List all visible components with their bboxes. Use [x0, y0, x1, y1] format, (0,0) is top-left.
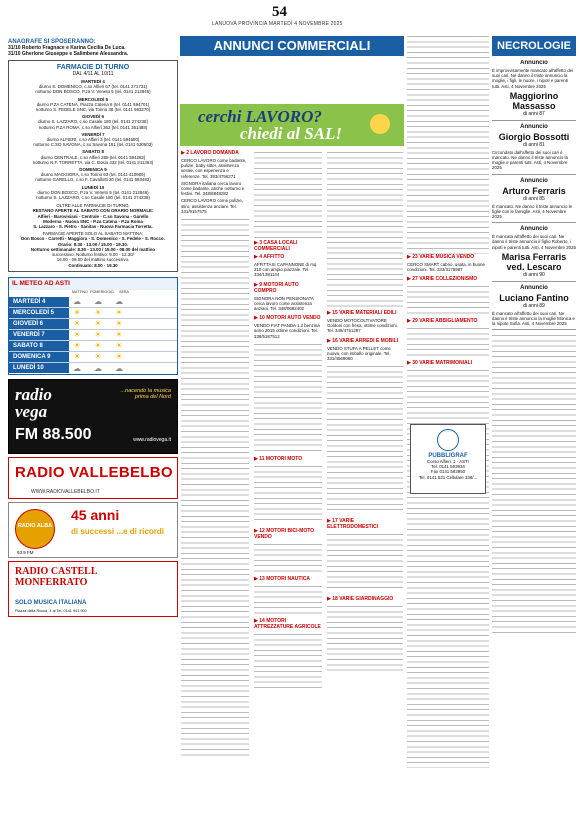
category-heading: ▶ 12 MOTORI BICI-MOTO VENDO [254, 527, 315, 540]
obituary-text: Circondato dall'affetto dei suoi cari è mancato. Ne danno il triste annuncio la moglie e parenti tutti. Asti, 4 Novembre 2025 [492, 149, 568, 171]
necrologie-column [492, 60, 576, 820]
ad-text-block [254, 584, 322, 614]
obituary-text: È mancato all'affetto dei suoi cari. Ne danno il triste annuncio la moglie Monica e la nipote Sofia. Asti, 4 Novembre 2025 [492, 310, 575, 327]
vallebelbo-logo: RADIO VALLEBELBO [15, 463, 173, 481]
category-heading: ▶ 30 VARIE MATRIMONIALI [407, 360, 473, 367]
obituary-age: di anni 90 [523, 271, 545, 278]
pharmacy-day-title: LUNEDÌ 10 [81, 184, 105, 190]
category-heading: ▶ 14 MOTORI ATTREZZATURE AGRICOLE [254, 617, 321, 630]
ad-text: CERCO LAVORO come pulizie, stiro, assistenza anziani. Tel. 331/9157575 [181, 198, 243, 214]
pharmacy-day [12, 97, 174, 113]
weather-row [9, 341, 177, 352]
footer-line: Notturno settimanale: 8.30 - 13.00 / 15.00 - 08.00 del mattino [30, 246, 156, 252]
radio-alba-circle [15, 509, 55, 549]
category-num: 14 [259, 617, 265, 624]
sun-icon: ☀ [73, 352, 81, 362]
obituary-text: È mancata all'affetto dei suoi cari. Ne danno il triste annuncio il figlio Roberto, i nipoti e parenti tutti. Asti, 4 Novembre 2025 [492, 234, 576, 250]
col-morning: MATTINO [72, 289, 88, 294]
pharmacy-line: notturno GARELLO, c.so F. Cavallotti 20 (tel. 0141 593483) [35, 177, 151, 183]
category-heading: ▶ 10 MOTORI AUTO VENDO [254, 315, 321, 322]
category-heading: ▶ 27 VARIE COLLEZIONISMO [407, 276, 478, 283]
obituary-label: Annuncio [520, 226, 548, 233]
footer-line: Continuato: 8.00 - 19.30 [68, 262, 118, 268]
category-heading: ▶ 2 LAVORO DOMANDA [181, 150, 239, 156]
sun-icon: ☀ [94, 319, 102, 329]
obituary-name: Arturo Ferraris [502, 185, 566, 196]
pharmacy-day-title: MERCOLEDÌ 5 [77, 96, 108, 102]
cloud-icon: ☁ [94, 363, 102, 373]
sun-icon: ☀ [115, 319, 123, 329]
page-header [0, 0, 580, 40]
category-title: VARIE MUSICA VENDO [419, 254, 475, 260]
category-heading: ▶ 9 MOTORI AUTO COMPRO [254, 281, 299, 294]
sponsor-line-2: 31/10 Gherlone Giuseppe e Salimbene Alessandra. [8, 51, 129, 57]
ad-text-block [407, 34, 489, 254]
weather-day: MERCOLEDÌ 5 [9, 308, 69, 318]
weather-cols [9, 290, 177, 297]
cerchi-line-2: chiedi al SAL! [240, 124, 343, 143]
obituary-name: Luciano Fantino [499, 292, 569, 303]
pubbligraf-box [410, 424, 486, 494]
pubbligraf-title: PUBBLIGRAF [428, 453, 468, 459]
sun-icon: ☀ [115, 308, 123, 318]
footer-line: Moderna - Nuova SNC - P.za Catena - P.za Roma [43, 218, 143, 224]
category-num: 29 [412, 318, 418, 325]
pharmacy-day [12, 167, 174, 183]
category-num: 18 [332, 596, 338, 603]
radio-alba-freq: 93.9 FM [17, 549, 34, 555]
ad-text-block [254, 632, 322, 692]
pubbligraf-line: Tel. 0141 531 Cellulare 338/... [418, 474, 478, 480]
radio-vega-logo: radio vega [15, 384, 52, 421]
ad-text-block [327, 150, 403, 310]
pharmacy-day [12, 114, 174, 130]
category-heading: ▶ 11 MOTORI MOTO [254, 455, 303, 462]
monferrato-tagline: SOLO MUSICA ITALIANA [15, 599, 87, 606]
pharmacy-line: notturno DON BOSCO, P.za V. Veneto 5 (tel. 0141 212846) [35, 89, 151, 95]
cloud-icon: ☁ [115, 363, 123, 373]
sun-icon: ☀ [73, 319, 81, 329]
category-heading: ▶ 4 AFFITTO [254, 254, 285, 260]
category-num: 4 [259, 254, 263, 260]
ad-text-block [327, 364, 403, 514]
monferrato-logo: RADIO CASTELL MONFERRATO [15, 565, 97, 588]
necrologie-banner: NECROLOGIE [492, 36, 576, 56]
pharmacy-box [8, 60, 178, 272]
cloud-icon: ☁ [115, 297, 123, 307]
pharmacy-day [12, 185, 174, 201]
weather-box [8, 277, 178, 375]
cerchi-lavoro-ad[interactable] [180, 104, 404, 146]
radio-vallebelbo-ad[interactable] [8, 457, 178, 499]
pharmacy-line: notturno C.SO SAVONA, c.so Savona 161 (tel. 0141 530603) [33, 142, 153, 148]
col-afternoon: POMERIGGIO [90, 289, 114, 294]
ad-text-block [254, 150, 322, 240]
obituary-label: Annuncio [520, 177, 548, 184]
category-num: 15 [332, 310, 338, 316]
category-title: VARIE ABBIGLIAMENTO [419, 318, 478, 325]
radio-alba-slogan: di successi ...e di ricordi [71, 526, 164, 536]
weather-day: VENERDÌ 7 [9, 330, 69, 340]
pharmacy-day [12, 132, 174, 148]
obituary-notice [492, 124, 576, 175]
obituary-name: Giorgio Bossotti [498, 131, 570, 142]
footer-line: RESTANO APERTE AL SABATO CON ORARIO NORMALE: [32, 208, 154, 214]
category-num: 10 [259, 315, 265, 322]
ad-text: CERCO LAVORO come badante, pulizie, baby sitter, assistenza serale, con esperienza e referenze. Tel. 393/4756271 [181, 158, 247, 179]
page-subtitle: LANUOVA PROVINCIA MARTEDÌ 4 NOVEMBRE 2025 [212, 21, 343, 27]
ad-text-block [181, 217, 249, 757]
ad-text: AFFITTASI CAPANNONE di mq 210 con ampio piazzale. Tel. 334/1381144 [254, 262, 317, 278]
pharmacy-day-title: MARTEDÌ 4 [81, 79, 105, 84]
pharmacy-day [12, 79, 174, 95]
obituary-notice [492, 226, 576, 282]
footer-line: Don Bosco - Carretti - Maggiora - S. Domenico - S. Fedele - S. Rocco. [21, 236, 165, 242]
sun-icon: ☀ [94, 352, 102, 362]
cloud-icon: ☁ [73, 363, 81, 373]
category-num: 17 [332, 518, 338, 525]
category-title: MOTORI BICI-MOTO VENDO [254, 527, 315, 540]
footer-line: S. Lazzaro - S. Pietro - Sanitas - Nuova Farmacia Torretta. [33, 224, 153, 230]
category-title: VARIE ELETTRODOMESTICI [327, 518, 379, 531]
weather-day: MARTEDÌ 4 [9, 297, 69, 307]
sun-icon: ☀ [94, 330, 102, 340]
ad-column-2 [254, 150, 322, 820]
ad-text: CERCO SMART cabrio, usata, in buone condizioni. Tel. 333/3176987 [407, 262, 485, 273]
weather-header [9, 278, 177, 290]
obituary-text: È mancato. Ne danno il triste annuncio le figlie con le famiglie. Asti, 4 Novembre 2025 [492, 203, 573, 220]
radio-alba-name: RADIO ALBA [17, 522, 53, 529]
footer-line: FARMACIE APERTE SOLO AL SABATO MATTINA: [42, 231, 144, 237]
obituary-text-block [492, 333, 576, 633]
category-num: 23 [412, 254, 418, 260]
weather-day: GIOVEDÌ 6 [9, 319, 69, 329]
sun-icon: ☀ [115, 341, 123, 351]
cloud-icon: ☁ [94, 297, 102, 307]
radio-vega-site: www.radiovega.it [133, 436, 171, 443]
annunci-banner: ANNUNCI COMMERCIALI [180, 36, 404, 56]
weather-row [9, 352, 177, 363]
pharmacy-line: notturno P.ZA ROMA, c.so Alfieri 362 (tel. 0141 351488) [38, 124, 148, 130]
pharmacy-day-title: DOMENICA 9 [79, 167, 107, 173]
weather-row [9, 308, 177, 319]
category-heading: ▶ 16 VARIE ARREDI E MOBILI [327, 337, 399, 344]
ad-text: SIGNORA italiana cerca lavoro come badante, anche notturno e festivi. Tel. 348/8848282 [181, 180, 245, 197]
obituary-name: Maggiorino Massasso [509, 90, 559, 111]
weather-row [9, 363, 177, 374]
ad-text-block [254, 542, 322, 572]
sun-icon: ☀ [115, 352, 123, 362]
weather-row [9, 330, 177, 341]
pharmacy-line: notturno S. LAZZARO, c.so Casale 180 (tel. 0141 274238) [36, 195, 150, 201]
sun-icon: ☀ [73, 341, 81, 351]
category-heading: ▶ 17 VARIE ELETTRODOMESTICI [327, 518, 379, 531]
category-num: 9 [259, 281, 263, 288]
sponsor-title: ANAGRAFE SI SPOSERANNO: [8, 39, 96, 45]
obituary-label: Annuncio [520, 60, 548, 66]
sun-icon: ☀ [115, 330, 123, 340]
category-num: 27 [412, 276, 418, 283]
pharmacy-footer [12, 203, 174, 267]
obituary-notice [492, 60, 576, 121]
footer-line: successivo. Notturno festivo: 9.00 - 12.30/ [52, 252, 134, 258]
sun-icon: ☀ [73, 308, 81, 318]
pharmacy-line: diurno P.ZA CATENA, Piazza Catena 8 (tel. 0141 594701) [36, 101, 150, 107]
cerchi-line-1: cerchi LAVORO? [198, 107, 322, 126]
pharmacy-line: diurno CENTRALE, c.so Alfieri 269 (tel. 0141 594282) [40, 154, 146, 160]
obituary-name: Marisa Ferraris ved. Lescaro [501, 251, 567, 272]
pharmacy-day-title: GIOVEDÌ 6 [82, 114, 104, 120]
pubbligraf-line: Fax 0141 593950 [430, 469, 466, 475]
category-heading: ▶ 18 VARIE GIARDINAGGIO [327, 596, 394, 603]
pubbligraf-line: Corso Alfieri, 1 - ASTI [427, 459, 469, 464]
category-num: 2 [186, 150, 190, 156]
pharmacy-line: diurno S. DOMENICO, c.so Alfieri 67 (tel. 0141 271731) [38, 84, 148, 90]
pharmacy-day-title: VENERDÌ 7 [81, 131, 105, 137]
category-title: VARIE ARREDI E MOBILI [339, 337, 399, 344]
category-title: MOTORI NAUTICA [266, 575, 310, 582]
category-num: 3 [259, 240, 263, 246]
pharmacy-title: FARMACIE DI TURNO [56, 64, 130, 71]
obituary-age: di anni 85 [523, 195, 545, 202]
radio-vega-freq: FM 88.500 [15, 425, 92, 443]
category-title: MOTORI ATTREZZATURE AGRICOLE [254, 617, 321, 630]
footer-line: OLTRE ALLE FARMACIE DI TURNO, [56, 203, 130, 209]
category-title: VARIE GIARDINAGGIO [339, 596, 394, 603]
obituary-age: di anni 89 [523, 302, 545, 309]
category-title: LAVORO DOMANDA [190, 150, 239, 156]
ad-text-block [327, 604, 403, 674]
ad-text-block [407, 284, 489, 314]
category-title: AFFITTO [263, 254, 285, 260]
sun-icon: ☀ [73, 330, 81, 340]
category-title: VARIE MATRIMONIALI [419, 360, 473, 367]
sun-icon: ☀ [94, 308, 102, 318]
weather-day: DOMENICA 9 [9, 352, 69, 362]
footer-line: Orario: 8.30 - 13.00 / 15.00 - 19.30. [57, 241, 129, 247]
vallebelbo-site: WWW.RADIOVALLEBELBO.IT [31, 488, 100, 495]
category-num: 16 [332, 337, 338, 344]
obituary-label: Annuncio [520, 123, 548, 130]
pharmacy-line: diurno S. LAZZARO, c.so Casale 180 (tel. 0141 274238) [38, 119, 148, 125]
radio-vega-slogan: ...nacendo la musica prima del Nord [120, 387, 171, 400]
pharmacy-day-title: SABATO 8 [82, 149, 104, 155]
obituary-age: di anni 87 [523, 110, 545, 117]
cloud-icon: ☁ [73, 297, 81, 307]
category-heading: ▶ 23 VARIE MUSICA VENDO [407, 254, 475, 260]
category-heading: ▶ 3 CASA LOCALI COMMERCIALI [254, 240, 298, 252]
category-heading: ▶ 13 MOTORI NAUTICA [254, 575, 310, 582]
footer-line: Alfieri - Barovisiani - Centrale - C.so Savona - Garello [37, 213, 149, 219]
radio-vega-ad[interactable] [8, 379, 178, 454]
obituary-text: È improvvisamente mancato all'affetto dei suoi cari. Ne danno il triste annuncio la moglie, i figli, le nuore, i nipoti e parenti tutti. Asti, 4 Novembre 2025 [492, 68, 574, 89]
ad-text: VENDO STUFA A PELLET come nuova, con imballo originale. Tel. 331/4569060 [327, 345, 391, 362]
left-column [8, 36, 178, 823]
weather-row [9, 297, 177, 308]
pharmacy-line: diurno ALFIERI, c.so Alfieri 3 (tel. 0141 594680) [46, 137, 140, 143]
category-title: VARIE MATERIALI EDILI [339, 310, 397, 316]
category-title: VARIE COLLEZIONISMO [419, 276, 478, 283]
pharmacy-line: notturno N.F. TORRETTA, via C. Bosio 432 (tel. 0141 211363) [32, 159, 154, 165]
ad-text: VENDO FIAT PANDA 1.2 benzina anno 2015 ottime condizioni. Tel. 338/5187512 [254, 323, 320, 339]
footer-line: 16.00 - 08.00 del mattino successivo. [56, 257, 130, 263]
category-heading: ▶ 15 VARIE MATERIALI EDILI [327, 310, 397, 316]
weather-day: LUNEDÌ 10 [9, 363, 69, 373]
category-num: 13 [259, 575, 265, 582]
sponsor-line-1: 31/10 Roberto Fragnace e Karina Cecilia De Luca. [8, 45, 126, 51]
page-number: 54 [272, 4, 287, 20]
category-num: 12 [259, 527, 265, 534]
pubbligraf-seal [437, 429, 459, 451]
obituary-notice [492, 285, 576, 331]
monferrato-address: Piazza della Rocca, 4 al Tel. 0141 941 900 [15, 608, 87, 613]
radio-monferrato-ad[interactable] [8, 561, 178, 617]
weather-row [9, 319, 177, 330]
ad-text: VENDO MOTOCOLTIVATORE Goldoni con fresa, ottime condizioni. Tel. 349/4751297 [327, 318, 398, 334]
obituary-age: di anni 81 [523, 141, 545, 148]
radio-alba-ad[interactable] [8, 502, 178, 558]
ad-text-block [254, 464, 322, 524]
weather-title: IL METEO AD ASTI [12, 280, 70, 288]
sal-logo [370, 114, 390, 134]
obituary-notice [492, 178, 576, 224]
pharmacy-line: diurno MAGGIORA, c.so Torino 93 (tel. 0141 410909) [40, 172, 146, 178]
ad-column-1 [181, 150, 249, 820]
sun-icon: ☀ [94, 341, 102, 351]
category-title: MOTORI AUTO VENDO [266, 315, 321, 322]
weather-day: SABATO 8 [9, 341, 69, 351]
category-num: 30 [412, 360, 418, 367]
col-evening: SERA [119, 289, 129, 294]
ad-text-block [327, 532, 403, 592]
radio-alba-years: 45 anni [71, 506, 120, 523]
pharmacy-line: notturno S. FEDELE SNC, via Torino 38 (tel. 0141 593270) [35, 107, 151, 113]
pharmacy-subtitle: DAL 4/11 AL 10/11 [72, 71, 114, 77]
ad-text: SIGNORA NON PENSIONATA cerca lavoro come assistenza anziani. Tel. 348/0682402 [254, 295, 314, 312]
obituary-label: Annuncio [520, 284, 548, 291]
category-title: CASA LOCALI COMMERCIALI [254, 240, 298, 252]
ad-text-block [407, 326, 489, 356]
category-title: MOTORI AUTO COMPRO [254, 281, 299, 294]
pharmacy-day [12, 149, 174, 165]
ad-text-block [254, 342, 322, 452]
category-heading: ▶ 29 VARIE ABBIGLIAMENTO [407, 318, 478, 325]
pharmacy-line: diurno DON BOSCO, P.za V. Veneto 5 (tel. 0141 212846) [37, 189, 149, 195]
ad-column-3 [327, 150, 403, 820]
category-title: MOTORI MOTO [265, 455, 303, 462]
pubbligraf-line: Tel. 0141 593934 [431, 464, 465, 470]
category-num: 11 [259, 455, 265, 462]
